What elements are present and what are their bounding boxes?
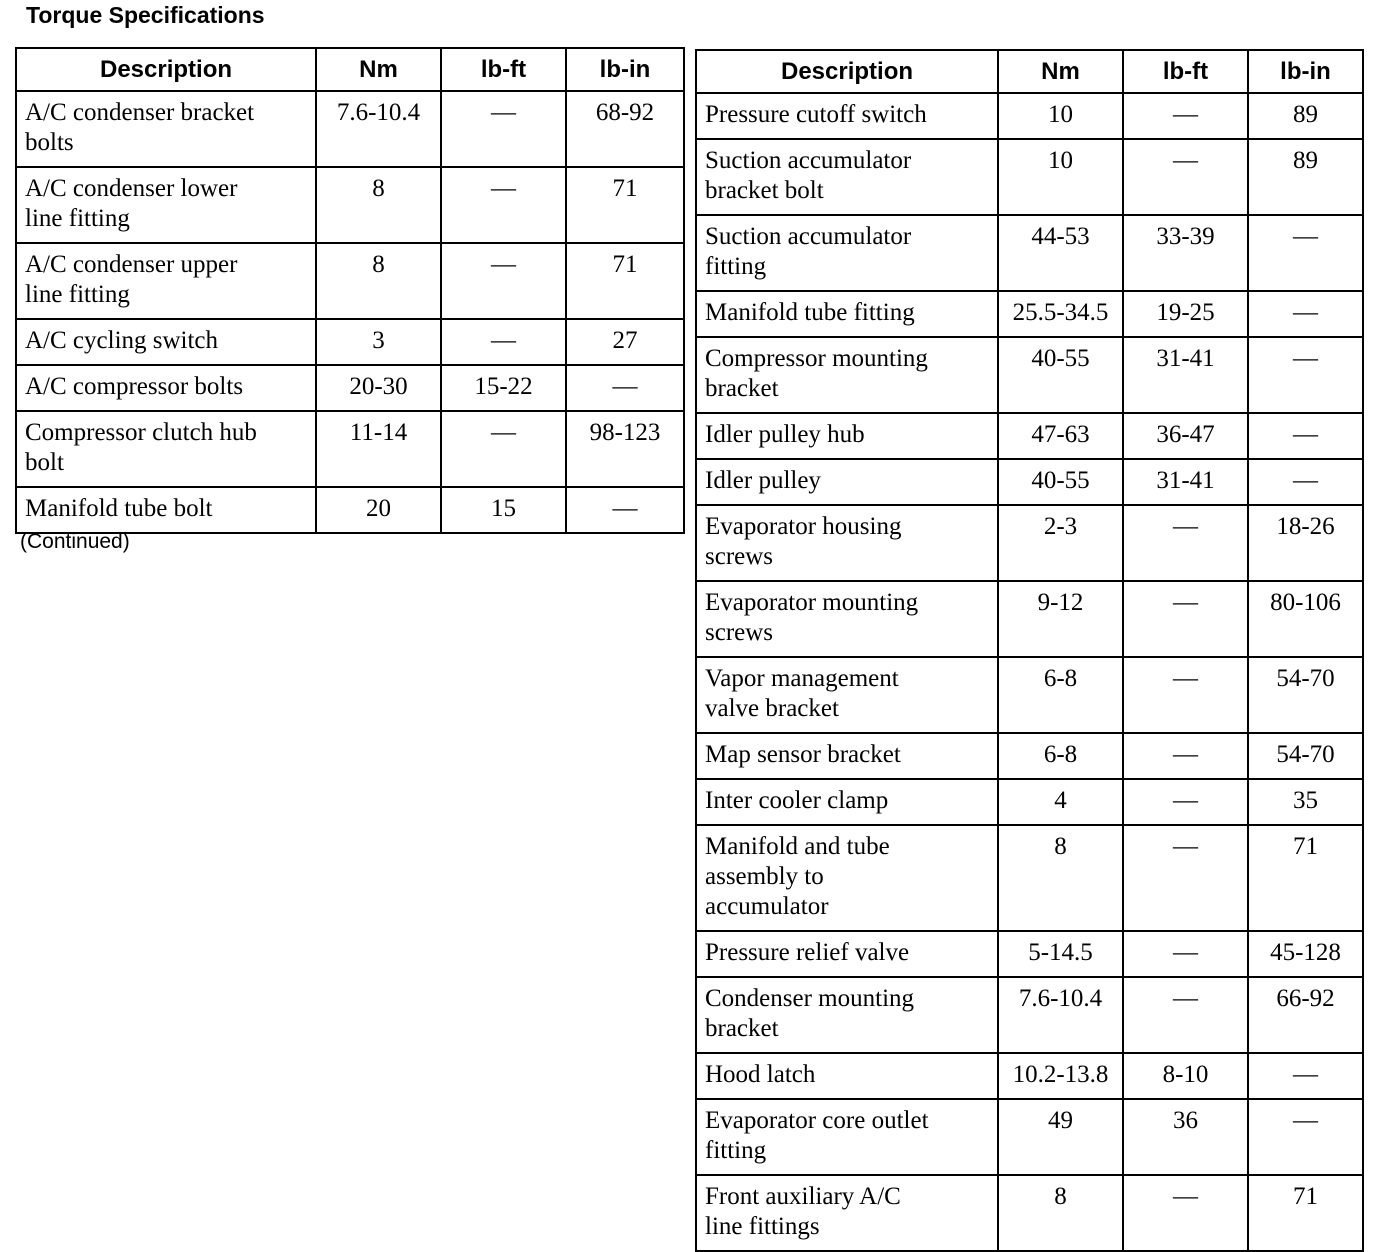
lb-in-cell: 54-70: [1248, 657, 1363, 733]
lb-in-cell: —: [1248, 337, 1363, 413]
nm-cell: 11-14: [316, 411, 441, 487]
nm-cell: 9-12: [998, 581, 1123, 657]
nm-cell: 49: [998, 1099, 1123, 1175]
table-row: [696, 1099, 1363, 1175]
lb-ft-cell: 31-41: [1123, 337, 1248, 413]
nm-cell: 6-8: [998, 733, 1123, 779]
description-cell: Inter cooler clamp: [696, 779, 998, 825]
lb-ft-cell: —: [441, 91, 566, 167]
lb-in-cell: —: [1248, 413, 1363, 459]
lb-ft-cell: —: [441, 411, 566, 487]
lb-ft-cell: 15: [441, 487, 566, 533]
nm-cell: 40-55: [998, 459, 1123, 505]
lb-in-cell: —: [1248, 291, 1363, 337]
table-row: [696, 291, 1363, 337]
lb-ft-cell: 15-22: [441, 365, 566, 411]
lb-ft-cell: —: [1123, 733, 1248, 779]
lb-ft-cell: —: [1123, 1175, 1248, 1251]
table-row: [16, 319, 684, 365]
description-cell: Evaporator housing screws: [696, 505, 998, 581]
lb-in-cell: 18-26: [1248, 505, 1363, 581]
lb-ft-cell: —: [441, 167, 566, 243]
table-row: [696, 139, 1363, 215]
table-row: [696, 337, 1363, 413]
lb-ft-cell: 31-41: [1123, 459, 1248, 505]
nm-cell: 8: [316, 167, 441, 243]
description-cell: Front auxiliary A/C line fittings: [696, 1175, 998, 1251]
description-cell: Suction accumulator fitting: [696, 215, 998, 291]
lb-ft-cell: —: [1123, 977, 1248, 1053]
lb-ft-cell: —: [1123, 93, 1248, 139]
lb-ft-cell: —: [1123, 139, 1248, 215]
description-cell: Manifold and tube assembly to accumulator: [696, 825, 998, 931]
nm-cell: 25.5-34.5: [998, 291, 1123, 337]
description-cell: A/C condenser bracket bolts: [16, 91, 316, 167]
table-row: [16, 365, 684, 411]
lb-ft-cell: —: [1123, 931, 1248, 977]
nm-cell: 3: [316, 319, 441, 365]
torque-table-left: [15, 47, 685, 534]
lb-ft-cell: 33-39: [1123, 215, 1248, 291]
header-nm: Nm: [316, 48, 441, 91]
nm-cell: 4: [998, 779, 1123, 825]
header-lb-in: lb-in: [566, 48, 684, 91]
nm-cell: 2-3: [998, 505, 1123, 581]
table-row: [696, 1053, 1363, 1099]
table-row: [696, 657, 1363, 733]
description-cell: Map sensor bracket: [696, 733, 998, 779]
continued-note: (Continued): [20, 530, 130, 553]
table-row: [16, 91, 684, 167]
lb-ft-cell: 36: [1123, 1099, 1248, 1175]
lb-ft-cell: 8-10: [1123, 1053, 1248, 1099]
lb-ft-cell: —: [1123, 779, 1248, 825]
table-row: [696, 505, 1363, 581]
lb-in-cell: —: [566, 487, 684, 533]
nm-cell: 10: [998, 139, 1123, 215]
description-cell: A/C cycling switch: [16, 319, 316, 365]
nm-cell: 10: [998, 93, 1123, 139]
description-cell: Evaporator core outlet fitting: [696, 1099, 998, 1175]
lb-in-cell: 89: [1248, 93, 1363, 139]
description-cell: A/C condenser upper line fitting: [16, 243, 316, 319]
table-row: [696, 931, 1363, 977]
lb-in-cell: 71: [1248, 1175, 1363, 1251]
header-description: Description: [696, 50, 998, 93]
description-cell: Compressor clutch hub bolt: [16, 411, 316, 487]
header-lb-in: lb-in: [1248, 50, 1363, 93]
lb-in-cell: 66-92: [1248, 977, 1363, 1053]
table-row: [696, 215, 1363, 291]
table-row: [696, 779, 1363, 825]
lb-in-cell: 71: [566, 243, 684, 319]
lb-ft-cell: 36-47: [1123, 413, 1248, 459]
lb-in-cell: 68-92: [566, 91, 684, 167]
lb-ft-cell: —: [1123, 657, 1248, 733]
description-cell: Idler pulley hub: [696, 413, 998, 459]
lb-in-cell: 98-123: [566, 411, 684, 487]
lb-in-cell: —: [1248, 215, 1363, 291]
table-row: [16, 167, 684, 243]
lb-ft-cell: —: [1123, 825, 1248, 931]
table-header-row: [16, 48, 684, 91]
description-cell: Manifold tube bolt: [16, 487, 316, 533]
nm-cell: 20: [316, 487, 441, 533]
nm-cell: 44-53: [998, 215, 1123, 291]
lb-in-cell: —: [1248, 1053, 1363, 1099]
nm-cell: 8: [316, 243, 441, 319]
lb-ft-cell: —: [1123, 505, 1248, 581]
nm-cell: 20-30: [316, 365, 441, 411]
header-nm: Nm: [998, 50, 1123, 93]
table-row: [696, 1175, 1363, 1251]
description-cell: Condenser mounting bracket: [696, 977, 998, 1053]
nm-cell: 5-14.5: [998, 931, 1123, 977]
lb-ft-cell: —: [441, 243, 566, 319]
description-cell: Manifold tube fitting: [696, 291, 998, 337]
lb-in-cell: 80-106: [1248, 581, 1363, 657]
lb-in-cell: 89: [1248, 139, 1363, 215]
header-lb-ft: lb-ft: [1123, 50, 1248, 93]
table-row: [696, 93, 1363, 139]
lb-in-cell: —: [1248, 1099, 1363, 1175]
description-cell: Pressure cutoff switch: [696, 93, 998, 139]
table-row: [696, 413, 1363, 459]
description-cell: Compressor mounting bracket: [696, 337, 998, 413]
header-lb-ft: lb-ft: [441, 48, 566, 91]
description-cell: Evaporator mounting screws: [696, 581, 998, 657]
description-cell: Vapor management valve bracket: [696, 657, 998, 733]
header-description: Description: [16, 48, 316, 91]
nm-cell: 8: [998, 825, 1123, 931]
description-cell: Hood latch: [696, 1053, 998, 1099]
lb-in-cell: 71: [1248, 825, 1363, 931]
table-row: [696, 825, 1363, 931]
nm-cell: 6-8: [998, 657, 1123, 733]
lb-in-cell: 45-128: [1248, 931, 1363, 977]
nm-cell: 7.6-10.4: [998, 977, 1123, 1053]
table-row: [16, 487, 684, 533]
table-header-row: [696, 50, 1363, 93]
lb-in-cell: 27: [566, 319, 684, 365]
table-row: [696, 581, 1363, 657]
description-cell: Suction accumulator bracket bolt: [696, 139, 998, 215]
table-row: [696, 733, 1363, 779]
nm-cell: 40-55: [998, 337, 1123, 413]
lb-ft-cell: —: [1123, 581, 1248, 657]
nm-cell: 47-63: [998, 413, 1123, 459]
table-row: [696, 459, 1363, 505]
nm-cell: 10.2-13.8: [998, 1053, 1123, 1099]
lb-ft-cell: 19-25: [1123, 291, 1248, 337]
lb-in-cell: —: [1248, 459, 1363, 505]
page-title: Torque Specifications: [26, 2, 265, 28]
description-cell: A/C condenser lower line fitting: [16, 167, 316, 243]
torque-table-right: [695, 49, 1364, 1252]
lb-in-cell: —: [566, 365, 684, 411]
description-cell: Pressure relief valve: [696, 931, 998, 977]
nm-cell: 7.6-10.4: [316, 91, 441, 167]
lb-in-cell: 71: [566, 167, 684, 243]
description-cell: Idler pulley: [696, 459, 998, 505]
description-cell: A/C compressor bolts: [16, 365, 316, 411]
table-row: [696, 977, 1363, 1053]
nm-cell: 8: [998, 1175, 1123, 1251]
table-row: [16, 243, 684, 319]
lb-in-cell: 35: [1248, 779, 1363, 825]
table-row: [16, 411, 684, 487]
lb-ft-cell: —: [441, 319, 566, 365]
lb-in-cell: 54-70: [1248, 733, 1363, 779]
